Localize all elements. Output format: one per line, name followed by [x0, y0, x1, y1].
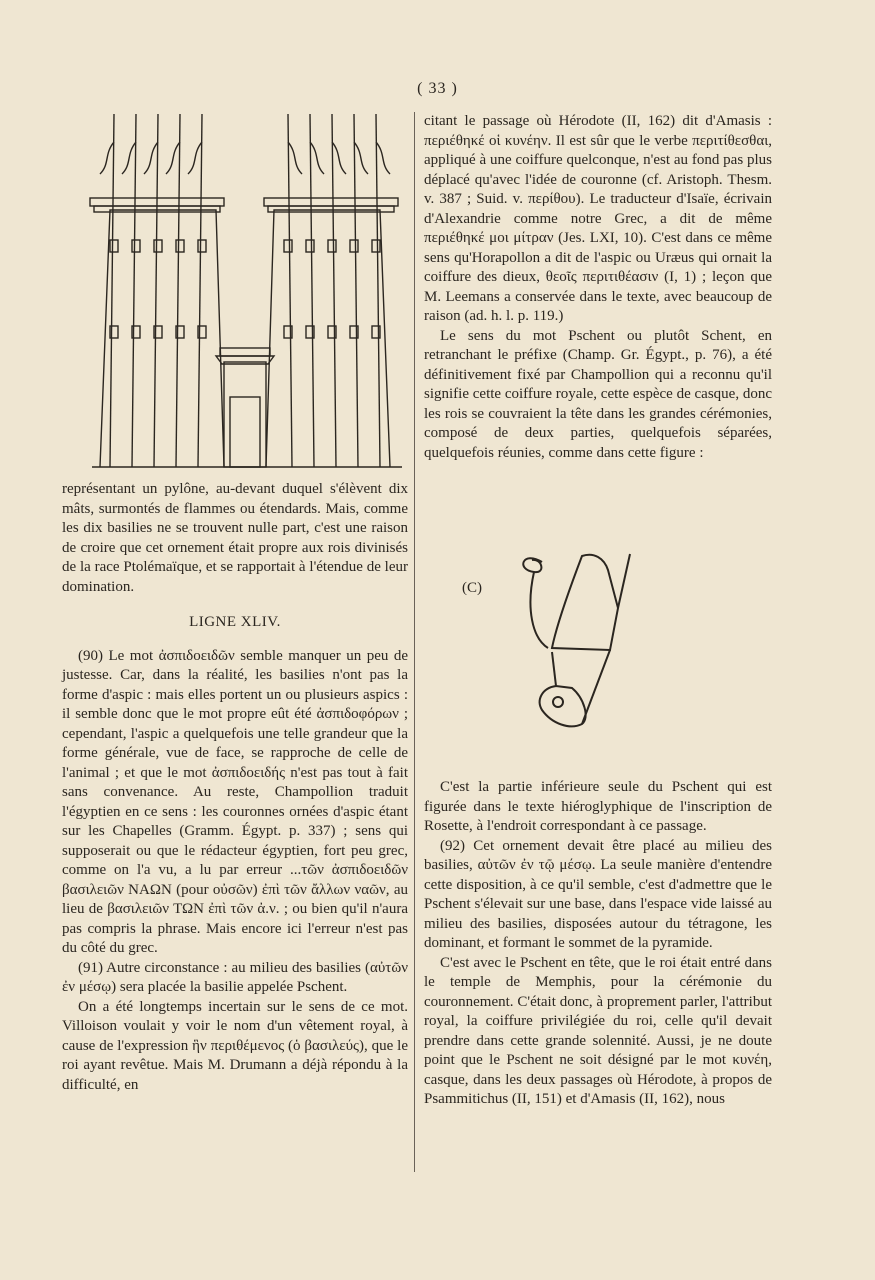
section-heading: LIGNE XLIV.: [189, 614, 281, 630]
mast-clamp: [154, 240, 162, 252]
banner: [332, 142, 346, 174]
mast-clamp: [284, 240, 292, 252]
banner: [122, 142, 136, 174]
mast-clamp: [372, 240, 380, 252]
column-divider: [414, 112, 415, 1172]
mast: [110, 114, 114, 467]
mast-clamp: [198, 240, 206, 252]
banner: [166, 142, 180, 174]
pylon-illustration: [88, 112, 406, 474]
banner: [188, 142, 202, 174]
mast: [354, 114, 358, 467]
left-column: [62, 480, 408, 1095]
banner: [100, 142, 114, 174]
banner: [310, 142, 324, 174]
mast: [198, 114, 202, 467]
note-90: (90) Le mot ἀσπιδοειδῶν semble manquer un peu de justesse. Car, dans la réalité, les basilies n'ont pas la forme d'aspic : mais elles portent un ou plusieurs aspics : il semble donc que le mot propre eût été ἀσπιδοφόρων ; cependant, l'aspic a quelquefois une telle grandeur que la forme générale, vue de face, se rapproche de celle de l'animal ; et que le mot ἀσπιδοειδής n'est pas tout à fait sans convenance. Au reste, Champollion traduit l'égyptien en ce sens : les couronnes ornées d'aspic étant sur les Chapelles (Gramm. Égypt. p. 337) ; sens qui supposerait ou que le rédacteur égyptien, fort peu grec, comme on l'a vu, a lu par erreur ...τῶν ἀσπιδοειδῶν βασιλειῶν ΝΑΩΝ (pour οὐσῶν) ἐπὶ τῶν ἄλλων ναῶν, au lieu de βασιλειῶν ΤΩΝ ἐπὶ τῶν ἀ.ν. ; ou bien qu'il n'aura pas compris la phrase. Mais encore ici l'erreur n'est pas du côté du grec.: [62, 647, 408, 956]
banner: [376, 142, 390, 174]
mast-clamp: [110, 240, 118, 252]
page-number: ( 33 ): [417, 80, 458, 97]
mast-clamp: [176, 240, 184, 252]
mast-clamp: [350, 240, 358, 252]
mast-clamp: [328, 240, 336, 252]
note-91: (91) Autre circonstance : au milieu des basilies (αὐτῶν ἐν μέσῳ) sera placée la basilie appelée Pschent.: [62, 959, 408, 995]
right-paragraph-1: citant le passage où Hérodote (II, 162) dit d'Amasis : περιέθηκέ οἱ κυνέην. Il est sûr que le verbe περιτίθεσθαι, appliqué à une coiffure quelconque, n'est au fond pas plus déplacé qu'avec l'idée de couronne (cf. Aristoph. Thesm. v. 387 ; Suid. v. περίθου). Le traducteur d'Isaïe, écrivain d'Alexandrie comme notre Grec, a dit de même περιέθηκέ μοι μίτραν (Jes. LXI, 10). C'est dans ce même sens qu'Horapollon a dit de l'aspic ou Uræus qui ornait la coiffure des dieux, θεοῖς περιτιθέασιν (I, 1) ; leçon que M. Leemans a conservée dans le texte, avec beaucoup de raison (ad. h. l. p. 119.): [424, 113, 772, 324]
mast-clamp: [306, 240, 314, 252]
note-91-continued: On a été longtemps incertain sur le sens de ce mot. Villoison voulait y voir le nom d'un vêtement royal, à cause de l'expression ἣν περιθέμενος (ὁ βασιλεύς), que le roi ayant revêtue. Mais M. Drumann a déjà répondu à la difficulté, en: [62, 998, 408, 1093]
mast: [332, 114, 336, 467]
figure-caption: représentant un pylône, au-devant duquel s'élèvent dix mâts, surmontés de flammes ou étendards. Mais, comme les dix basilies ne se trouvent nulle part, c'est une raison de croire que cet ornement était propre aux rois divinisés de la race Ptolémaïque, et se rapportait à l'étendue de leur domination.: [62, 481, 408, 595]
mast: [154, 114, 158, 467]
mast: [132, 114, 136, 467]
mast: [310, 114, 314, 467]
pschent-illustration: [512, 548, 654, 742]
note-92: (92) Cet ornement devait être placé au milieu des basilies, αὐτῶν ἐν τῷ μέσῳ. La seule manière d'entendre cette disposition, à ce qu'il semble, c'est d'admettre que le Pschent s'élevait sur une base, dans l'espace vide laissé au milieu des basilies, disposées autour du tétragone, les dominant, et formant le sommet de la pyramide.: [424, 837, 772, 951]
banner: [288, 142, 302, 174]
banner: [144, 142, 158, 174]
mast: [176, 114, 180, 467]
mast: [376, 114, 380, 467]
right-paragraph-3: C'est la partie inférieure seule du Pschent qui est figurée dans le texte hiéroglyphique de l'inscription de Rosette, à l'endroit correspondant à ce passage.: [424, 779, 772, 834]
figure-label: (C): [462, 580, 482, 596]
right-paragraph-2: Le sens du mot Pschent ou plutôt Schent, en retranchant le préfixe (Champ. Gr. Égypt., p. 76), a été définitivement fixé par Champollion qui a reconnu qu'il signifie cette coiffure royale, cette espèce de casque, donc les rois se couvraient la tête dans les grandes cérémonies, composé de deux parties, quelquefois séparées, quelquefois réunies, comme dans cette figure :: [424, 327, 772, 461]
right-column-bottom: [424, 778, 772, 1110]
banner: [354, 142, 368, 174]
right-paragraph-4: C'est avec le Pschent en tête, que le roi était entré dans le temple de Memphis, pour la cérémonie du couronnement. C'était donc, à proprement parler, l'attribut royal, la coiffure privilégiée du roi, celle qu'il devait prendre dans cette grande solennité. Aussi, je ne doute point que le Pschent ne soit désigné par le mot κυνέη, casque, dans les deux passages où Hérodote, à propos de Psammitichus (II, 151) et d'Amasis (II, 162), nous: [424, 954, 772, 1107]
right-column-top: [424, 112, 772, 463]
mast-clamp: [132, 240, 140, 252]
mast: [288, 114, 292, 467]
